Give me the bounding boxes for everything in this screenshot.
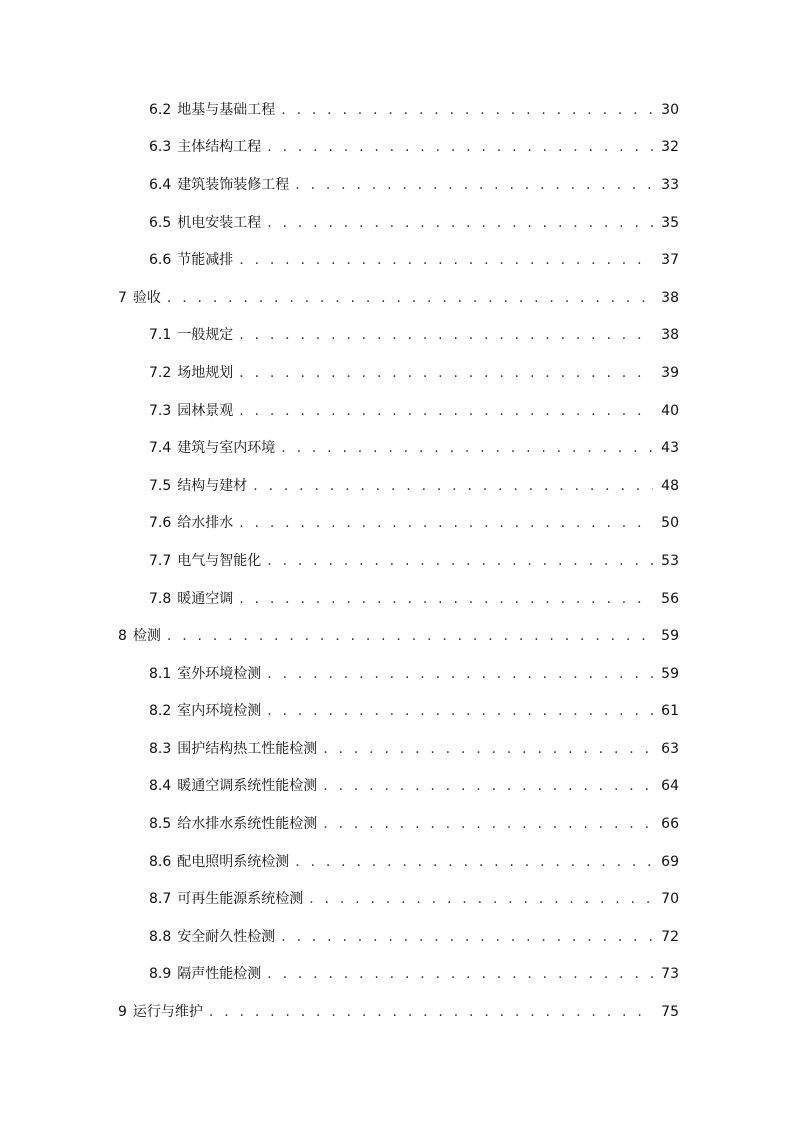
toc-entry[interactable]: [0, 693, 800, 731]
toc-number: 8.7: [149, 891, 172, 908]
toc-leader: [239, 402, 653, 420]
toc-page-number: 35: [661, 214, 679, 231]
toc-chapter-entry[interactable]: [0, 993, 800, 1031]
toc-leader: [239, 590, 653, 608]
toc-entry[interactable]: [0, 843, 800, 881]
toc-leader: [323, 777, 653, 795]
toc-entry[interactable]: [0, 429, 800, 467]
toc-number: 7: [118, 289, 127, 306]
toc-number: 8.5: [149, 816, 172, 833]
toc-page-number: 59: [661, 665, 679, 682]
toc-number: 6.2: [149, 101, 172, 118]
toc-leader: [209, 1003, 653, 1021]
toc-title: 配电照明系统检测: [177, 853, 290, 870]
toc-chapter-entry[interactable]: [0, 617, 800, 655]
toc-page-number: 70: [661, 891, 679, 908]
toc-title: 机电安装工程: [177, 214, 262, 231]
toc-leader: [295, 176, 653, 194]
toc-number: 8: [118, 628, 127, 645]
toc-leader: [239, 326, 653, 344]
toc-leader: [323, 740, 653, 758]
toc-page-number: 64: [661, 778, 679, 795]
toc-title: 主体结构工程: [177, 139, 262, 156]
toc-entry[interactable]: [0, 805, 800, 843]
toc-entry[interactable]: [0, 241, 800, 279]
toc-page-number: 48: [661, 477, 679, 494]
toc-title: 围护结构热工性能检测: [177, 740, 318, 757]
toc-chapter-entry[interactable]: [0, 279, 800, 317]
toc-page-number: 30: [661, 101, 679, 118]
toc-title: 结构与建材: [177, 477, 248, 494]
toc-title: 验收: [132, 289, 161, 306]
toc-page-number: 38: [661, 327, 679, 344]
toc-leader: [267, 138, 653, 156]
toc-number: 7.7: [149, 552, 172, 569]
toc-title: 检测: [132, 628, 161, 645]
toc-leader: [281, 439, 653, 457]
toc-number: 8.2: [149, 703, 172, 720]
toc-entry[interactable]: [0, 768, 800, 806]
toc-leader: [167, 289, 653, 307]
toc-title: 给水排水: [177, 515, 234, 532]
toc-entry[interactable]: [0, 580, 800, 618]
toc-entry[interactable]: [0, 91, 800, 129]
toc-number: 6.3: [149, 139, 172, 156]
toc-title: 运行与维护: [132, 1004, 203, 1021]
toc-page-number: 59: [661, 628, 679, 645]
toc-leader: [281, 928, 653, 946]
toc-title: 节能减排: [177, 252, 234, 269]
toc-number: 7.4: [149, 440, 172, 457]
toc-leader: [267, 214, 653, 232]
toc-title: 建筑与室内环境: [177, 440, 276, 457]
toc-page-number: 72: [661, 928, 679, 945]
toc-page-number: 40: [661, 402, 679, 419]
toc-leader: [295, 853, 653, 871]
toc-page-number: 32: [661, 139, 679, 156]
toc-number: 7.5: [149, 477, 172, 494]
toc-entry[interactable]: [0, 505, 800, 543]
toc-page-number: 50: [661, 515, 679, 532]
toc-number: 9: [118, 1004, 127, 1021]
toc-number: 8.1: [149, 665, 172, 682]
toc-entry[interactable]: [0, 467, 800, 505]
toc-number: 6.4: [149, 176, 172, 193]
toc-title: 电气与智能化: [177, 552, 262, 569]
toc-entry[interactable]: [0, 166, 800, 204]
toc-number: 8.8: [149, 928, 172, 945]
toc-number: 8.9: [149, 966, 172, 983]
toc-page-number: 56: [661, 590, 679, 607]
table-of-contents: [0, 91, 800, 1031]
toc-number: 6.6: [149, 252, 172, 269]
toc-title: 安全耐久性检测: [177, 928, 276, 945]
toc-leader: [323, 815, 653, 833]
toc-page-number: 53: [661, 552, 679, 569]
toc-leader: [267, 552, 653, 570]
toc-page-number: 43: [661, 440, 679, 457]
toc-leader: [281, 101, 653, 119]
toc-page-number: 75: [661, 1004, 679, 1021]
toc-page-number: 38: [661, 289, 679, 306]
toc-title: 园林景观: [177, 402, 234, 419]
toc-number: 7.2: [149, 364, 172, 381]
toc-title: 一般规定: [177, 327, 234, 344]
toc-number: 7.1: [149, 327, 172, 344]
toc-title: 可再生能源系统检测: [177, 891, 304, 908]
toc-leader: [309, 890, 653, 908]
toc-entry[interactable]: [0, 918, 800, 956]
toc-entry[interactable]: [0, 354, 800, 392]
toc-title: 地基与基础工程: [177, 101, 276, 118]
toc-number: 7.8: [149, 590, 172, 607]
toc-title: 室内环境检测: [177, 703, 262, 720]
toc-entry[interactable]: [0, 956, 800, 994]
toc-entry[interactable]: [0, 730, 800, 768]
toc-title: 暖通空调: [177, 590, 234, 607]
toc-page-number: 63: [661, 740, 679, 757]
toc-leader: [239, 514, 653, 532]
toc-number: 7.3: [149, 402, 172, 419]
toc-title: 隔声性能检测: [177, 966, 262, 983]
toc-leader: [267, 702, 653, 720]
toc-leader: [253, 477, 653, 495]
toc-leader: [267, 665, 653, 683]
toc-number: 7.6: [149, 515, 172, 532]
toc-entry[interactable]: [0, 204, 800, 242]
toc-title: 场地规划: [177, 364, 234, 381]
toc-entry[interactable]: [0, 880, 800, 918]
toc-page-number: 39: [661, 364, 679, 381]
toc-entry[interactable]: [0, 542, 800, 580]
toc-page-number: 37: [661, 252, 679, 269]
toc-entry[interactable]: [0, 392, 800, 430]
toc-entry[interactable]: [0, 317, 800, 355]
toc-page-number: 66: [661, 816, 679, 833]
toc-entry[interactable]: [0, 655, 800, 693]
toc-number: 8.6: [149, 853, 172, 870]
toc-leader: [267, 965, 653, 983]
toc-title: 建筑装饰装修工程: [177, 176, 290, 193]
toc-entry[interactable]: [0, 129, 800, 167]
toc-number: 6.5: [149, 214, 172, 231]
toc-leader: [239, 364, 653, 382]
toc-leader: [167, 627, 653, 645]
toc-page-number: 61: [661, 703, 679, 720]
toc-page-number: 73: [661, 966, 679, 983]
toc-page-number: 69: [661, 853, 679, 870]
toc-page-number: 33: [661, 176, 679, 193]
toc-leader: [239, 251, 653, 269]
toc-number: 8.3: [149, 740, 172, 757]
toc-title: 暖通空调系统性能检测: [177, 778, 318, 795]
toc-title: 室外环境检测: [177, 665, 262, 682]
toc-title: 给水排水系统性能检测: [177, 816, 318, 833]
toc-number: 8.4: [149, 778, 172, 795]
